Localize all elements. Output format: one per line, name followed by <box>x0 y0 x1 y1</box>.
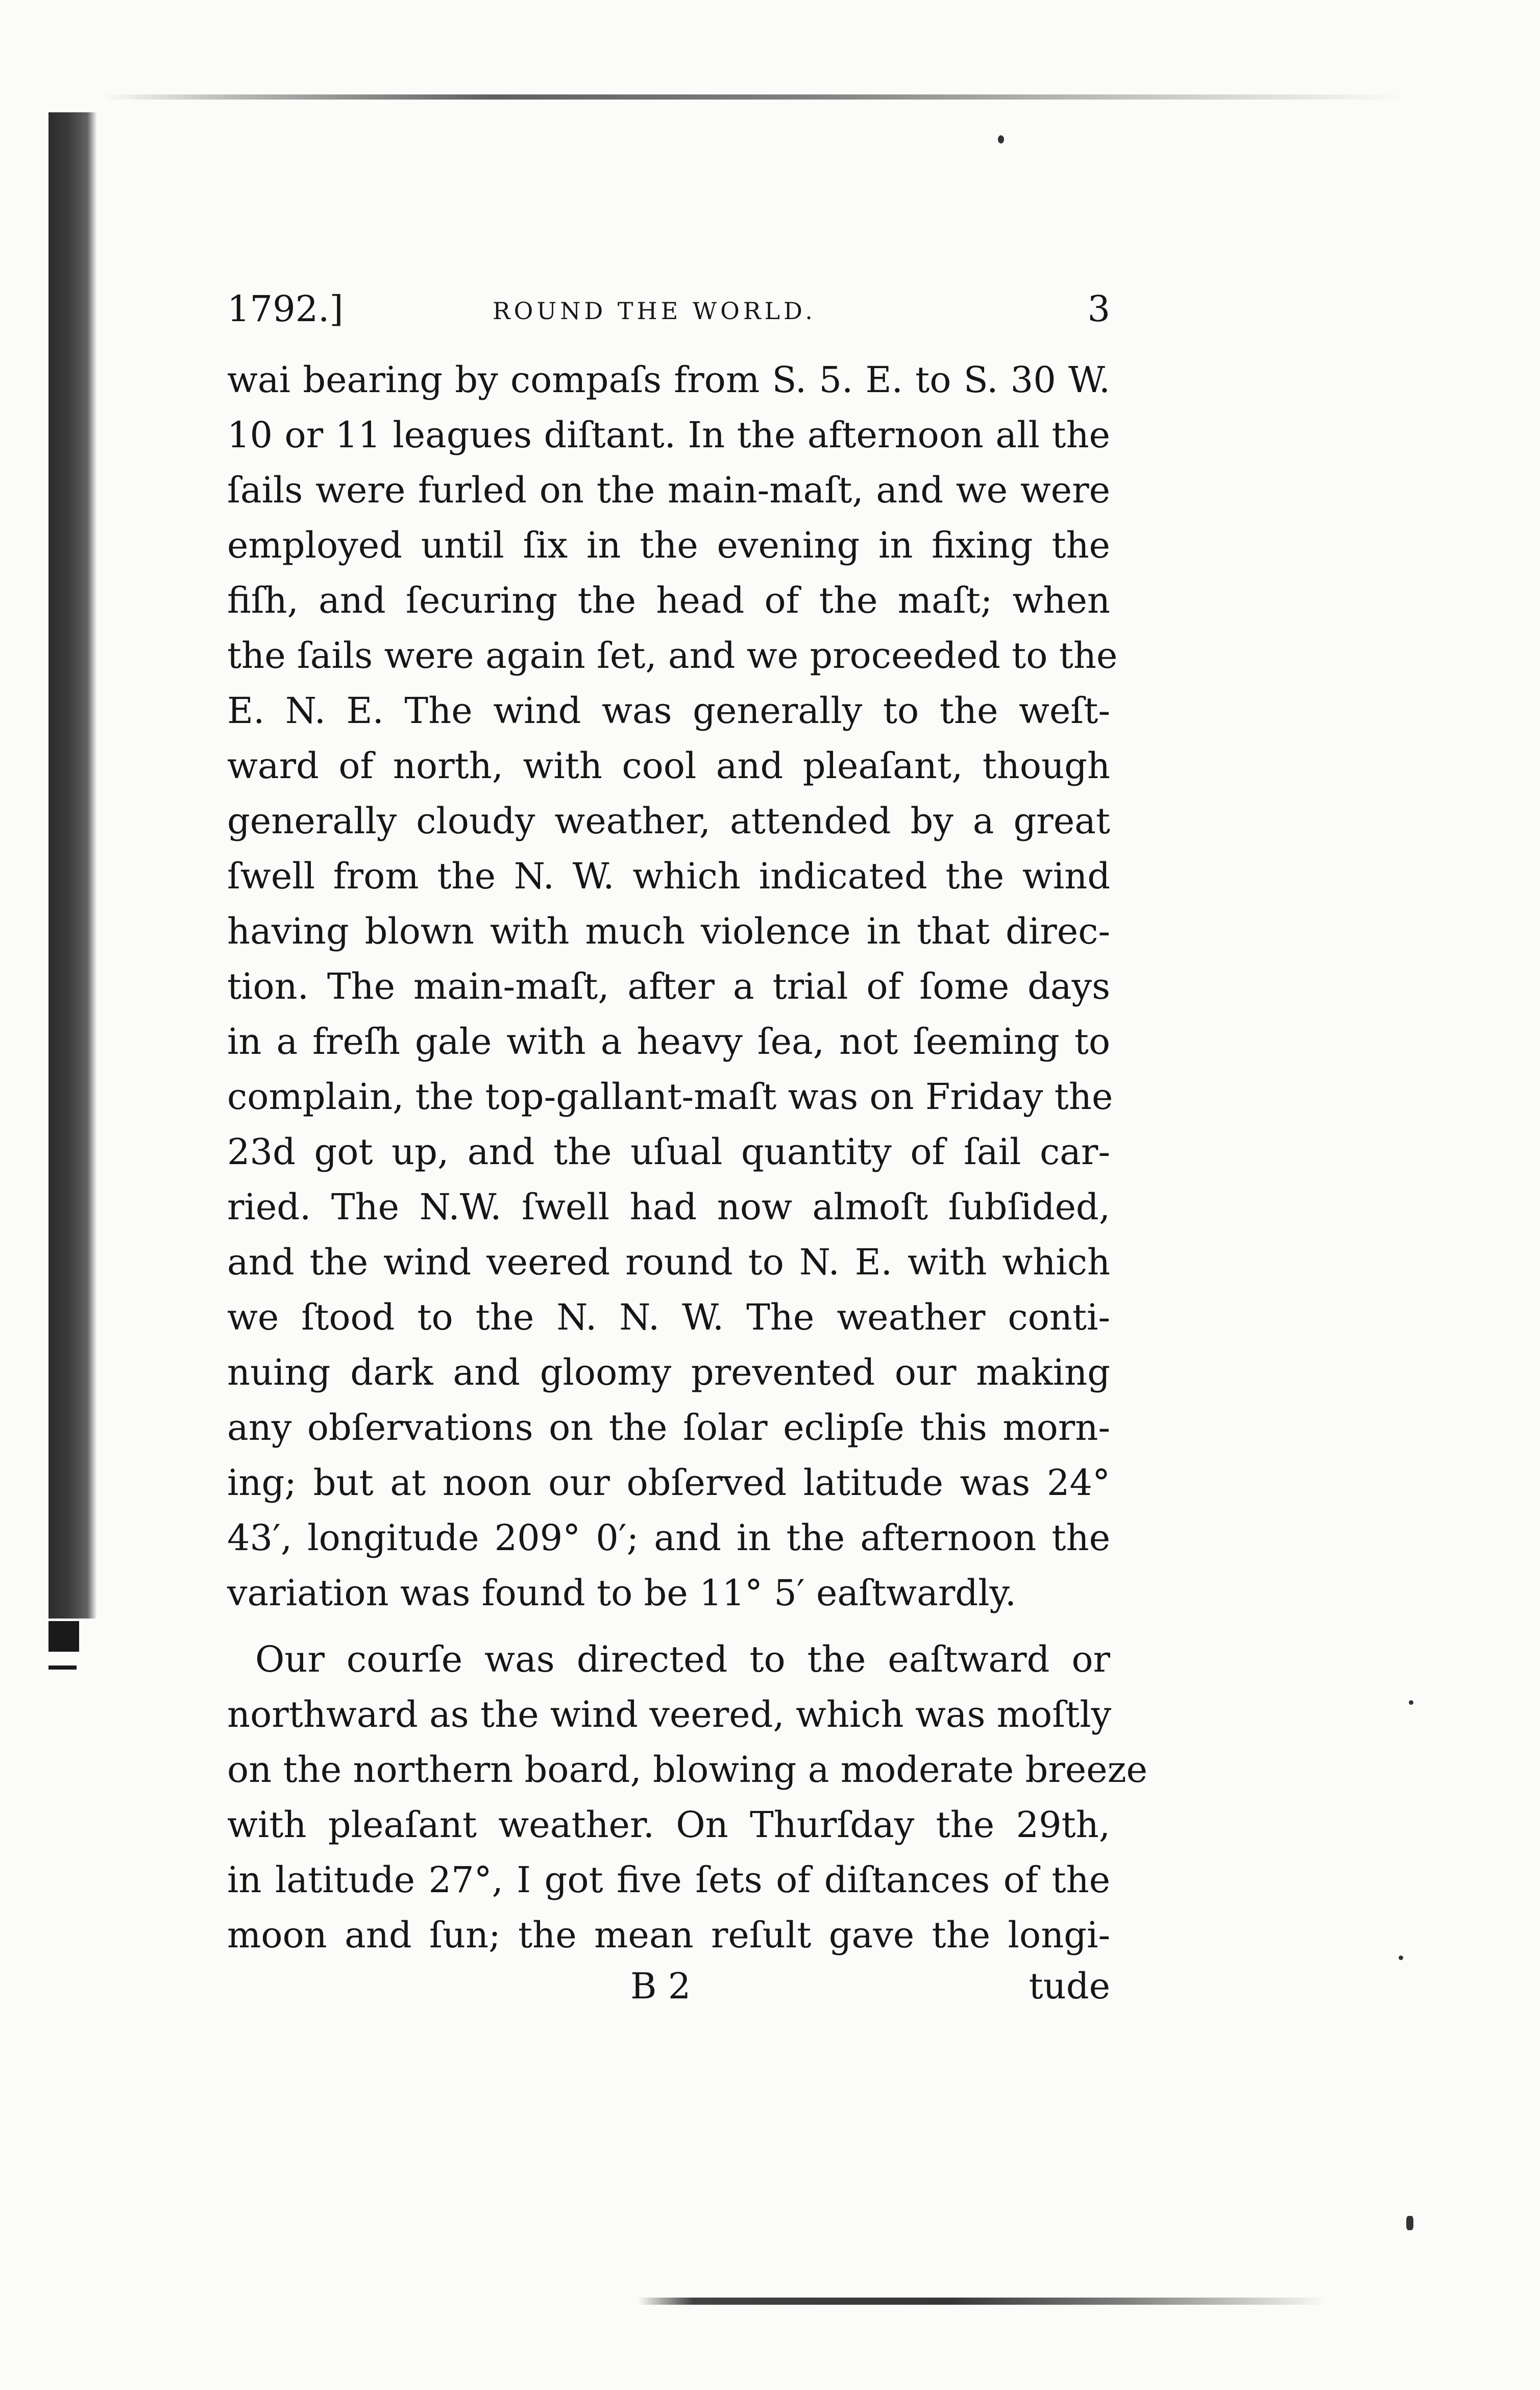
text-line: in a freſh gale with a heavy ſea, not ſeeming to <box>227 1021 1110 1063</box>
body-text <box>227 352 1147 1963</box>
text-line: in latitude 27°, I got five ſets of diſtances of the <box>227 1859 1110 1901</box>
catchword: tude <box>1029 1965 1110 2007</box>
binding-shadow <box>48 112 97 1619</box>
text-line: ſwell from the N. W. which indicated the wind <box>227 855 1110 897</box>
running-head-year: 1792.] <box>227 288 344 330</box>
page-footer <box>227 1961 1110 2012</box>
text-line: we ſtood to the N. N. W. The weather conti- <box>227 1296 1110 1338</box>
text-line: tion. The main-maſt, after a trial of ſome days <box>227 965 1110 1007</box>
ink-speck <box>1409 1700 1413 1705</box>
text-line: ward of north, with cool and pleaſant, though <box>227 745 1110 787</box>
running-head <box>227 286 1110 332</box>
text-line: generally cloudy weather, attended by a great <box>227 800 1110 842</box>
paragraph <box>227 1632 1147 1963</box>
text-line: moon and ſun; the mean reſult gave the longi- <box>227 1914 1110 1956</box>
binding-shadow-fragment <box>48 1621 79 1652</box>
page-top-edge-shadow <box>102 94 1404 100</box>
text-line: any obſervations on the ſolar eclipſe this morn- <box>227 1407 1110 1449</box>
text-line: on the northern board, blowing a moderate breeze <box>227 1749 1147 1791</box>
text-line: the ſails were again ſet, and we proceeded to the <box>227 635 1118 677</box>
text-line: 10 or 11 leagues diſtant. In the afternoon all the <box>227 414 1110 456</box>
ink-speck <box>1406 2216 1413 2230</box>
text-line: Our courſe was directed to the eaſtward or <box>255 1638 1110 1680</box>
text-line: fiſh, and ſecuring the head of the maſt; when <box>227 580 1110 621</box>
signature-mark: B 2 <box>630 1965 691 2007</box>
text-line: nuing dark and gloomy prevented our making <box>227 1351 1110 1393</box>
text-line: ing; but at noon our obſerved latitude was 24° <box>227 1462 1110 1504</box>
text-line: 43′, longitude 209° 0′; and in the afternoon the <box>227 1517 1110 1559</box>
text-line: 23d got up, and the uſual quantity of ſail car- <box>227 1131 1110 1173</box>
text-line: employed until ſix in the evening in fixing the <box>227 524 1110 566</box>
paragraph <box>227 352 1118 1621</box>
page-number: 3 <box>1087 288 1110 330</box>
text-line: E. N. E. The wind was generally to the weſt- <box>227 690 1110 732</box>
ink-speck <box>998 135 1004 143</box>
text-line: wai bearing by compaſs from S. 5. E. to S. 30 W. <box>227 359 1110 401</box>
text-line: with pleaſant weather. On Thurſday the 29th, <box>227 1804 1110 1846</box>
text-line: and the wind veered round to N. E. with which <box>227 1241 1110 1283</box>
text-line: variation was found to be 11° 5′ eaſtwardly. <box>227 1572 1016 1614</box>
page-bottom-edge-shadow <box>638 2298 1327 2305</box>
ink-speck <box>1399 1956 1403 1960</box>
text-line: ried. The N.W. ſwell had now almoſt ſubſided, <box>227 1186 1110 1228</box>
text-line: having blown with much violence in that direc- <box>227 910 1110 952</box>
running-head-title: ROUND THE WORLD. <box>493 297 816 325</box>
text-line: ſails were furled on the main-maſt, and we were <box>227 469 1110 511</box>
binding-mark <box>48 1665 77 1670</box>
binding-mark <box>48 1641 77 1646</box>
text-line: northward as the wind veered, which was moſtly <box>227 1694 1112 1735</box>
text-line: complain, the top-gallant-maſt was on Friday the <box>227 1076 1113 1118</box>
